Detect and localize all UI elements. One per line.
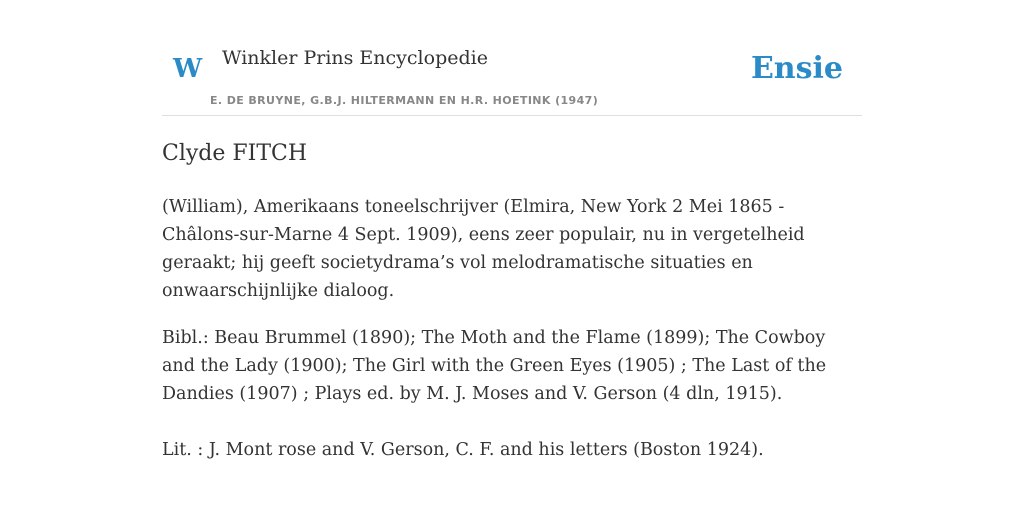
site-subtitle: E. DE BRUYNE, G.B.J. HILTERMANN EN H.R. HOETINK (1947) [210,94,599,107]
article-paragraph-bibliography: Bibl.: Beau Brummel (1890); The Moth and the Flame (1899); The Cowboy and the Lady (1900); The Girl with the Green Eyes (1905) ; The Last of the Dandies (1907) ; Plays ed. by M. J. Moses and V. Gerson (4 dln, 1915). [162,328,827,404]
site-title[interactable]: Winkler Prins Encyclopedie [222,47,488,69]
site-header [162,36,862,116]
site-logo[interactable]: W [173,54,203,84]
brand-logo[interactable]: Ensie [750,51,843,86]
article-paragraph-description: (William), Amerikaans toneelschrijver (Elmira, New York 2 Mei 1865 - Châlons-sur-Marne 4 Sept. 1909), eens zeer populair, nu in vergetelheid geraakt; hij geeft societydrama’s vol melodramatische situaties en onwaarschijnlijke dialoog. [162,197,805,301]
article [162,138,862,464]
article-title: Clyde FITCH [162,141,308,166]
article-paragraph-literature: Lit. : J. Mont rose and V. Gerson, C. F. and his letters (Boston 1924). [162,440,764,460]
